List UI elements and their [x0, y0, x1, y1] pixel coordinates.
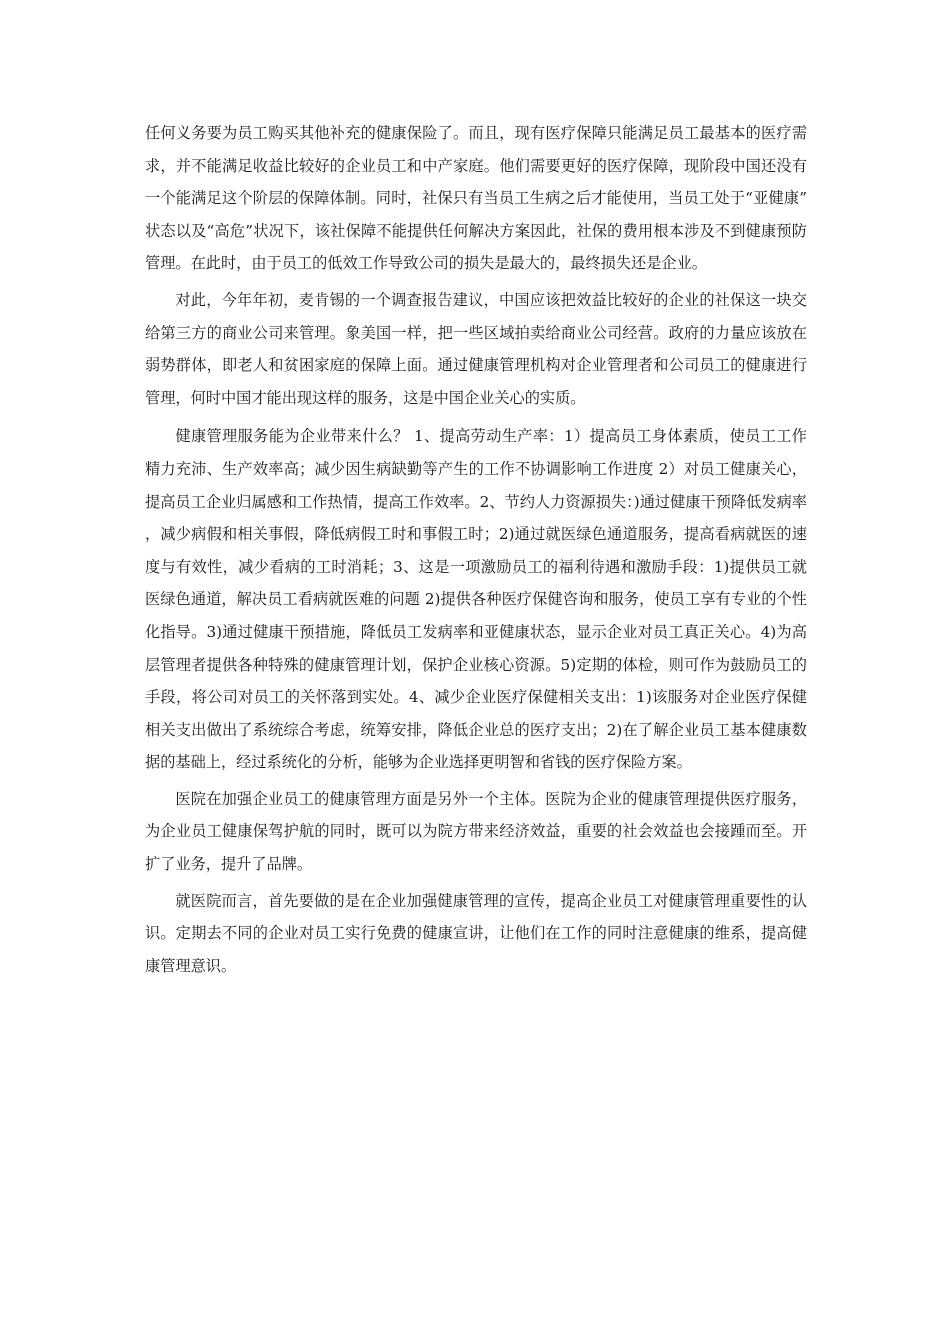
paragraph-health-management-benefits: 健康管理服务能为企业带来什么？ 1、提高劳动生产率：1）提高员工身体素质，使员工工作精力充沛、生产效率高；减少因生病缺勤等产生的工作不协调影响工作进度 2）对员工健康关心，提高员工企业归属感和工作热情，提高工作效率。2、节约人力资源损失：)通过健康干预降低发病率，减少病假和相关事假，降低病假工时和事假工时；2)通过就医绿色通道服务，提高看病就医的速度与有效性，减少看病的工时消耗；3、这是一项激励员工的福利待遇和激励手段：1)提供员工就医绿色通道，解决员工看病就医难的问题 2)提供各种医疗保健咨询和服务，使员工享有专业的个性化指导。3)通过健康干预措施，降低员工发病率和亚健康状态，显示企业对员工真正关心。4)为高层管理者提供各种特殊的健康管理计划，保护企业核心资源。5)定期的体检，则可作为鼓励员工的手段，将公司对员工的关怀落到实处。4、减少企业医疗保健相关支出：1)该服务对企业医疗保健相关支出做出了系统综合考虑，统筹安排，降低企业总的医疗支出；2)在了解企业员工基本健康数据的基础上，经过系统化的分析，能够为企业选择更明智和省钱的医疗保险方案。 — [145, 427, 807, 772]
paragraph-hospital-promotion: 就医院而言，首先要做的是在企业加强健康管理的宣传，提高企业员工对健康管理重要性的认识。定期去不同的企业对员工实行免费的健康宣讲，让他们在工作的同时注意健康的维系，提高健康管理意识。 — [145, 891, 807, 975]
paragraph-mckinsey-report: 对此，今年年初，麦肯锡的一个调查报告建议，中国应该把效益比较好的企业的社保这一块交给第三方的商业公司来管理。象美国一样，把一些区域拍卖给商业公司经营。政府的力量应该放在弱势群体，即老人和贫困家庭的保障上面。通过健康管理机构对企业管理者和公司员工的健康进行管理，何时中国才能出现这样的服务，这是中国企业关心的实质。 — [145, 290, 807, 407]
body-text — [145, 117, 807, 982]
paragraph-hospital-role: 医院在加强企业员工的健康管理方面是另外一个主体。医院为企业的健康管理提供医疗服务，为企业员工健康保驾护航的同时，既可以为院方带来经济效益，重要的社会效益也会接踵而至。开扩了业务，提升了品牌。 — [145, 789, 807, 874]
paragraph-continuation: 任何义务要为员工购买其他补充的健康保险了。而且，现有医疗保障只能满足员工最基本的医疗需求，并不能满足收益比较好的企业员工和中产家庭。他们需要更好的医疗保障，现阶段中国还没有一个能满足这个阶层的保障体制。同时，社保只有当员工生病之后才能使用，当员工处于“亚健康”状态以及“高危”状况下，该社保障不能提供任何解决方案因此，社保的费用根本涉及不到健康预防管理。在此时，由于员工的低效工作导致公司的损失是最大的，最终损失还是企业。 — [145, 124, 807, 273]
